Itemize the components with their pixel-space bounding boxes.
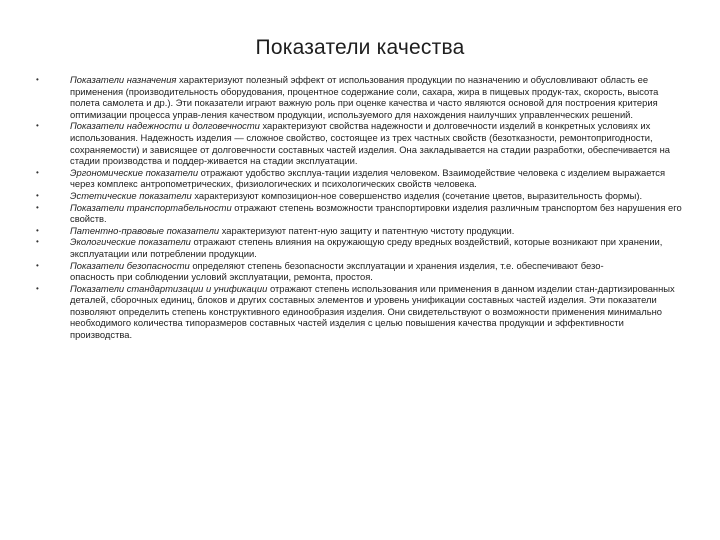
- list-item-purpose: [36, 74, 688, 120]
- item-term: Показатели назначения: [70, 74, 177, 85]
- bullet-icon: •: [36, 75, 39, 84]
- item-term: Показатели транспортабельности: [70, 201, 232, 213]
- bullet-icon: •: [36, 190, 39, 200]
- item-text: отражают степень использования или применения в данном изделии стан-дартизированных деталей, сборочных единиц, блоков и других составных элементов и уровень унификации составных частей изделия. Эти показатели позволяют определить степень конструктивного единообразия изделия. Они свидетельствуют о возможности применения минимально необходимого количества типоразмеров составных частей изделия с целью повышения качества продукции и эффективности производства.: [70, 282, 675, 341]
- item-text: отражают степень влияния на окружающую среду вредных воздействий, которые возникают при хранении, эксплуатации или потреблении продукции.: [70, 236, 663, 259]
- bullet-icon: •: [36, 121, 39, 131]
- item-text: отражают удобство эксплуа-тации изделия человеком. Взаимодействие человека с изделием выражается через комплекс антропометрических, физиологических и психологических свойств человека.: [70, 166, 666, 190]
- bullet-icon: •: [36, 225, 39, 235]
- item-term: Эстетические показатели: [70, 189, 192, 201]
- list-item-reliability: [36, 120, 688, 166]
- item-text: характеризуют патент-ную защиту и патентную чистоту продукции.: [219, 224, 515, 236]
- item-text: определяют степень безопасности эксплуатации и хранения изделия, т.е. обеспечивают безо-: [189, 259, 604, 271]
- item-text: характеризуют полезный эффект от использования продукции по назначению и обусловливают область ее применения (производительность оборудования, процентное содержание соли, сахара, жира в пищевых продук-тах, скорость, высота полета самолета и др.). Эти показатели играют важную роль при оценке качества и часто являются основой для построения критерия оптимизации процесса управ-ления качеством продукции, используемого для нахождения наилучших управленческих решений.: [70, 74, 659, 120]
- item-text-continuation: опасность при соблюдении условий эксплуатации, ремонта, простоя.: [70, 271, 373, 283]
- item-term: Показатели безопасности: [70, 259, 190, 271]
- item-term: Показатели надежности и долговечности: [70, 120, 260, 132]
- list-item-safety: [36, 260, 688, 283]
- bullet-icon: •: [36, 237, 39, 247]
- bullet-icon: •: [36, 202, 39, 212]
- quality-indicators-list: [36, 74, 688, 341]
- bullet-icon: •: [36, 167, 39, 177]
- list-item-patent: [36, 225, 688, 237]
- list-item-aesthetic: [36, 190, 688, 202]
- item-term: Показатели стандартизации и унификации: [70, 282, 268, 294]
- list-item-standardization: [36, 283, 688, 341]
- item-text: отражают степень возможности транспортировки изделия различным транспортом без нарушения его свойств.: [70, 201, 682, 225]
- item-text: характеризуют свойства надежности и долговечности изделий в конкретных условиях их использования. Надежность изделия — сложное свойство, состоящее из трех частных свойств (безотказности, ремонтопригодности, сохраняемости) и зависящее от долговечности составных частей изделия. Она закладывается на стадии разработки, обеспечивается на стадии производства и поддер-живается на стадии эксплуатации.: [70, 120, 670, 167]
- list-item-ecological: [36, 236, 688, 259]
- bullet-icon: •: [36, 260, 39, 270]
- item-term: Эргономические показатели: [70, 166, 199, 178]
- list-item-transportability: [36, 202, 688, 225]
- slide-title: Показатели качества: [255, 36, 465, 59]
- item-text: характеризуют композицион-ное совершенство изделия (сочетание цветов, выразительность формы).: [191, 189, 643, 201]
- item-term: Патентно-правовые показатели: [70, 224, 220, 236]
- item-term: Экологические показатели: [70, 236, 191, 248]
- bullet-icon: •: [36, 283, 39, 293]
- list-item-ergonomic: [36, 167, 688, 190]
